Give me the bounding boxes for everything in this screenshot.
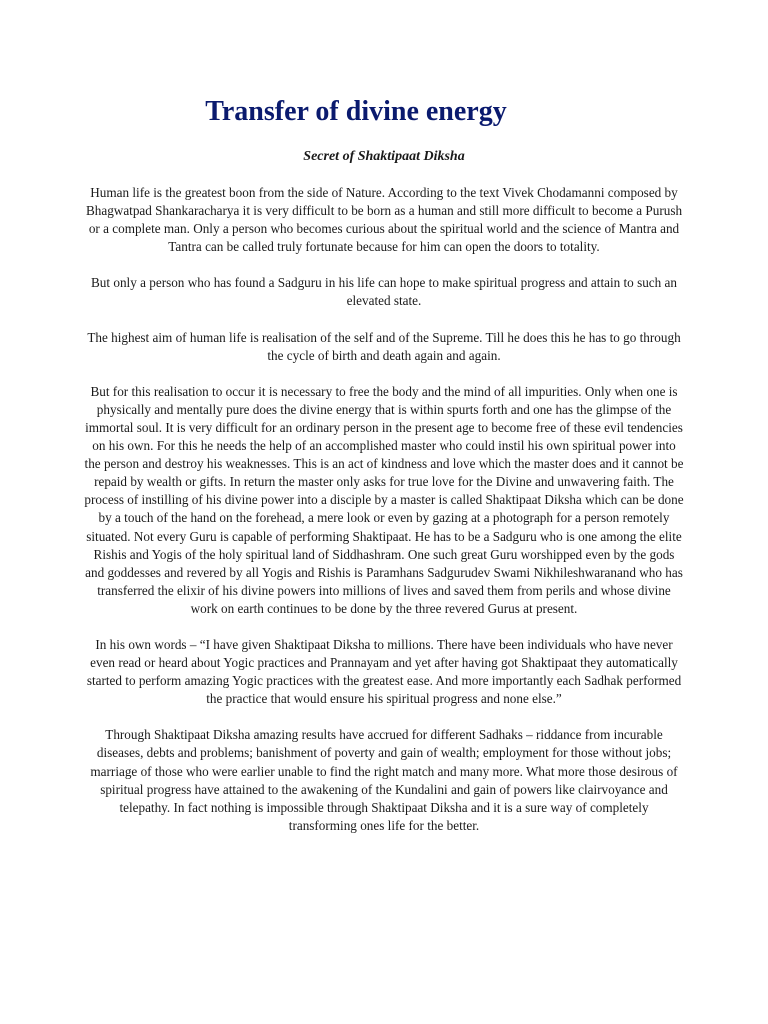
paragraph-6: Through Shaktipaat Diksha amazing results have accrued for different Sadhaks – riddance from incurable diseases, debts and problems; banishment of poverty and gain of wealth; employment for those without jobs; marriage of those who were earlier unable to find the right match and many more. What more those desirous of spiritual progress have attained to the awakening of the Kundalini and gain of powers like clairvoyance and telepathy. In fact nothing is impossible through Shaktipaat Diksha and it is a sure way of completely transforming ones life for the better. — [90, 727, 678, 833]
paragraph-3: The highest aim of human life is realisation of the self and of the Supreme. Till he does this he has to go through the cycle of birth and death again and again. — [87, 329, 681, 363]
page-subtitle: Secret of Shaktipaat Diksha — [303, 149, 465, 164]
paragraph-1: Human life is the greatest boon from the side of Nature. According to the text Vivek Chodamanni composed by Bhagwatpad Shankaracharya it is very difficult to be born as a human and still more difficult to become a Purush or a complete man. Only a person who becomes curious about the spiritual world and the science of Mantra and Tantra can be called truly fortunate because for him can open the doors to totality. — [85, 185, 683, 255]
paragraph-2: But only a person who has found a Sadguru in his life can hope to make spiritual progress and attain to such an elevated state. — [91, 275, 677, 309]
article-body — [84, 184, 684, 853]
paragraph-4: But for this realisation to occur it is necessary to free the body and the mind of all impurities. Only when one is physically and mentally pure does the divine energy that is within spurts forth and one has the glimpse of the immortal soul. It is very difficult for an ordinary person in the present age to become free of these evil tendencies on his own. For this he needs the help of an accomplished master who could instil his own spiritual power into the person and destroy his weaknesses. This is an act of kindness and love which the master does and it cannot be repaid by wealth or gifts. In return the master only asks for true love for the Divine and unwavering faith. The process of instilling of his divine power into a disciple by a master is called Shaktipaat Diksha which can be done by a touch of the hand on the forehead, a mere look or even by gazing at a photograph for a person remotely situated. Not every Guru is capable of performing Shaktipaat. He has to be a Sadguru who is one among the elite Rishis and Yogis of the holy spiritual land of Siddhashram. One such great Guru worshipped even by the gods and goddesses and revered by all Yogis and Rishis is Paramhans Sadgurudev Swami Nikhileshwaranand who has transferred the elixir of his divine powers into millions of lives and saved them from perils and whose divine work on earth continues to be done by the three revered Gurus at present. — [84, 383, 684, 616]
paragraph-5: In his own words – “I have given Shaktipaat Diksha to millions. There have been individuals who have never even read or heard about Yogic practices and Prannayam and yet after having got Shaktipaat they automatically started to perform amazing Yogic practices with the greatest ease. And more importantly each Sadhak performed the practice that would ensure his spiritual progress and none else.” — [86, 636, 682, 707]
page-title: Transfer of divine energy — [205, 96, 507, 127]
